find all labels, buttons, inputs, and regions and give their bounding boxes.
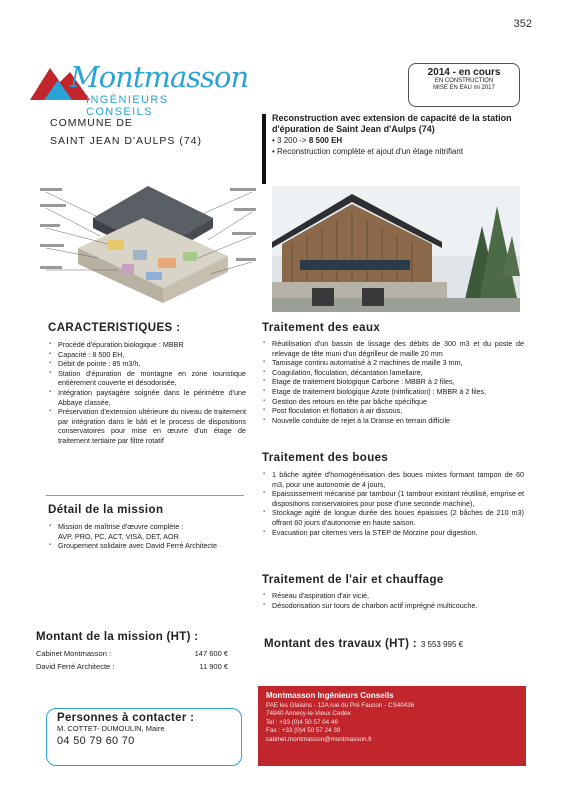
traitement-air-title: Traitement de l'air et chauffage [262,574,444,586]
mission-title: Détail de la mission [48,504,164,516]
list-item: ▪ Groupement solidaire avec David Ferré Architecte [48,541,248,551]
logo-subtitle: INGÉNIEURS CONSEILS [86,94,169,118]
status-line-2: MISE EN EAU mi 2017 [433,85,495,91]
project-title-line-2: d'épuration de Saint Jean d'Aulps (74) [272,124,435,134]
list-item: ▪ Coagulation, floculation, décantation lamellaire, [262,368,524,378]
montant-travaux [264,638,463,650]
company-address-1: PAE les Glaisins - 12A rue du Pré Faucon - CS40436 [266,702,415,709]
project-line-3: • Reconstruction complète et ajout d'un étage nitrifiant [272,147,464,156]
traitement-eaux-list [262,339,524,425]
project-capacity [272,135,532,146]
status-year: 2014 - en cours [427,67,501,78]
montmasson-logo [30,58,249,118]
logo-wordmark: Montmasson [70,60,249,94]
list-item: ▪ Post floculation et flottation à air dissous, [262,406,524,416]
caracteristiques-list [48,340,246,446]
mission-list [48,522,248,551]
mission-phases: AVP, PRO, PC, ACT, VISA, DET, AOR [58,531,179,541]
list-item: ▪ Epaississement mécanisé par tambour (1 tambour existant réutilisé, emprise et dispositions conservatoires pour pose d'une seconde machine), [262,489,524,508]
company-fax: Fax : +33 (0)4 50 57 24 39 [266,727,341,735]
contact-title: Personnes à contacter : [57,712,195,724]
montant-travaux-value: 3 553 995 € [420,640,464,649]
page-number: 352 [513,18,532,30]
commune-heading [50,114,202,150]
commune-line-1: COMMUNE DE [50,117,133,129]
project-summary [272,113,532,157]
list-item: ▪ Evacuation par citernes vers la STEP de Morzine pour digestion. [262,528,524,538]
montant-amount: 11 900 € [199,662,228,671]
list-item: ▪ Procédé d'épuration biologique : MBBR [48,340,246,350]
capacity-value: 8 500 EH [308,136,343,145]
montant-label: Cabinet Montmasson : [36,649,112,658]
company-email: cabinet.montmasson@montmasson.fr [266,735,373,743]
traitement-air-list [262,591,524,610]
list-item: ▪ Débit de pointe : 85 m3/h, [48,359,246,369]
list-item: ▪ Désodorisation sur tours de charbon actif imprégné multicouche. [262,601,524,611]
exploded-building-illustration [38,178,260,311]
company-tel: Tel : +33 (0)4 50 57 04 46 [266,718,338,726]
project-bar [262,114,266,184]
list-item: ▪ Gestion des retours en tête par bâche spécifique [262,397,524,407]
traitement-boues-list [262,470,524,537]
list-item: ▪ Nouvelle conduite de rejet à la Dranse en terrain difficile [262,416,524,426]
company-info-box [258,686,526,766]
company-name: Montmasson Ingénieurs Conseils [266,691,394,700]
status-line-1: EN CONSTRUCTION [434,78,494,84]
status-box [408,63,520,107]
list-item: ▪ Réutilisation d'un bassin de lissage des débits de 300 m3 et du poste de relevage de tête muni d'un dégrilleur de maille 20 mm [262,339,524,358]
list-item: ▪ Capacité : 8 500 EH, [48,350,246,360]
list-item: ▪ 1 bâche agitée d'homogénéisation des boues mixtes formant tampon de 60 m3, pour une autonomie de 4 jours, [262,470,524,489]
commune-line-2: SAINT JEAN D'AULPS (74) [50,135,203,147]
project-title-line-1: Reconstruction avec extension de capacité de la station [272,113,512,123]
company-address-2: 74940 Annecy-le-Vieux Cedex [266,710,351,718]
montant-travaux-title: Montant des travaux (HT) : [264,638,417,650]
montant-amount: 147 600 € [194,649,228,658]
list-item: ▪ Etage de traitement biologique Carbone : MBBR à 2 files, [262,377,524,387]
montant-label: David Ferré Architecte : [36,662,115,671]
capacity-prefix: • 3 200 -> [272,136,309,145]
montant-mission-title: Montant de la mission (HT) : [36,631,199,643]
list-item: ▪ Préservation d'extension ultérieure du niveau de traitement par intégration dans le bâti et le process de dispositions conservatoires pour mise en œuvre d'un étage de traitement tertiaire par filtre rotatif [48,407,246,445]
contact-name: M. COTTET- DUMOULIN, Maire [57,724,165,733]
mission-divider [46,495,244,496]
list-item: ▪ Etage de traitement biologique Azote (nitrification) : MBBR à 2 files, [262,387,524,397]
list-item: ▪ Mission de maîtrise d'œuvre complète : [48,522,248,532]
list-item: ▪ Station d'épuration de montagne en zone touristique entièrement couverte et désodorisée, [48,369,246,388]
traitement-eaux-title: Traitement des eaux [262,322,381,334]
traitement-boues-title: Traitement des boues [262,452,389,464]
contact-phone: 04 50 79 60 70 [57,735,135,747]
list-item: ▪ Stockage agité de longue durée des boues épaissies (2 bâches de 210 m3) offrant 60 jours d'autonomie en haute saison. [262,508,524,527]
list-item: ▪ Intégration paysagère soignée dans le périmètre d'une Abbaye classée, [48,388,246,407]
building-rendering-image [272,186,520,312]
caracteristiques-title: CARACTERISTIQUES : [48,322,181,334]
list-item: ▪ Réseau d'aspiration d'air vicié, [262,591,524,601]
list-item: ▪ Tamisage continu automatisé à 2 machines de maille 3 mm, [262,358,524,368]
contact-box [46,708,242,766]
